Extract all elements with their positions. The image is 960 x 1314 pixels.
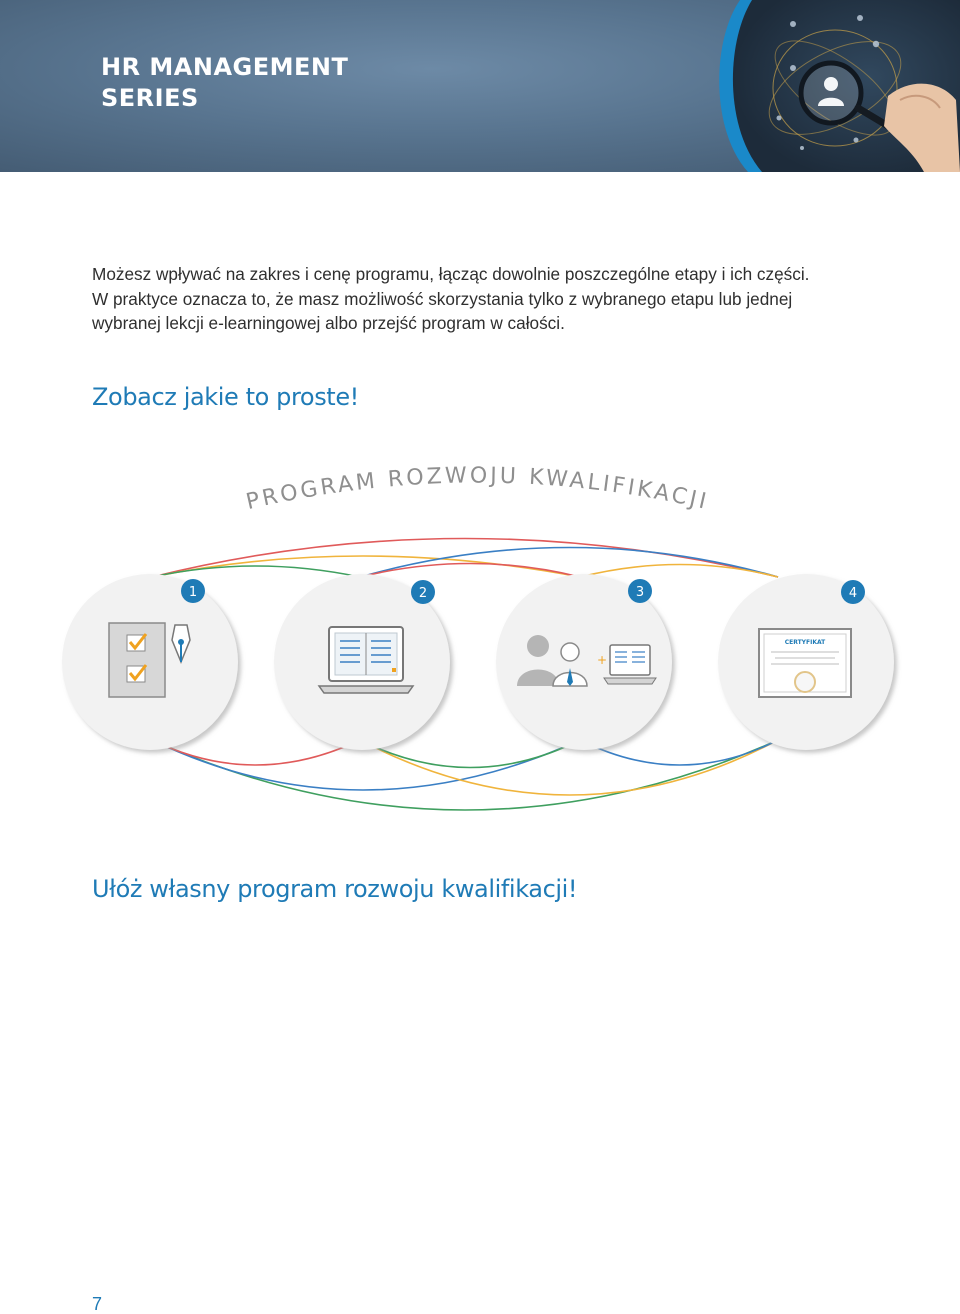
connection-line — [152, 566, 360, 577]
magnifier-network-icon — [700, 0, 960, 172]
stage-number: 2 — [418, 586, 428, 601]
stage-number: 1 — [188, 585, 198, 600]
see-how-simple-heading: Zobacz jakie to proste! — [92, 383, 359, 411]
arc-title — [244, 463, 711, 515]
stage-3 — [496, 574, 672, 750]
connection-lines — [152, 539, 778, 811]
build-your-program-heading: Ułóż własny program rozwoju kwalifikacji! — [92, 875, 578, 903]
series-title — [101, 52, 421, 114]
intro-line: wybranej lekcji e-learningowej albo przejść program w całości. — [92, 313, 565, 333]
connection-line — [360, 548, 778, 578]
certificate-caption: CERTYFIKAT — [784, 639, 826, 646]
connection-line — [360, 564, 580, 578]
intro-line: Możesz wpływać na zakres i cenę programu, łącząc dowolnie poszczególne etapy i ich części. — [92, 264, 810, 284]
intro-line: W praktyce oznacza to, że masz możliwość skorzystania tylko z wybranego etapu lub jednej — [92, 288, 793, 309]
header-banner — [0, 0, 960, 172]
series-title-line2: SERIES — [101, 84, 199, 112]
connection-line — [152, 539, 778, 578]
stage-number: 3 — [635, 585, 645, 600]
svg-text:+: + — [597, 653, 608, 667]
program-diagram — [40, 440, 920, 840]
stage-number: 4 — [848, 586, 858, 601]
stage-1 — [62, 574, 238, 750]
connection-line — [580, 565, 778, 578]
svg-text:PROGRAM ROZWOJU KWALIFIKACJI — [244, 463, 711, 515]
certificate-icon — [759, 629, 851, 697]
page-number: 7 — [92, 1294, 103, 1314]
stage-4 — [718, 574, 894, 750]
series-title-line1: HR MANAGEMENT — [101, 53, 349, 81]
stage-2 — [274, 574, 450, 750]
intro-paragraph — [92, 262, 892, 336]
arc-title-text: PROGRAM ROZWOJU KWALIFIKACJI — [243, 463, 712, 516]
connection-line — [152, 740, 360, 765]
